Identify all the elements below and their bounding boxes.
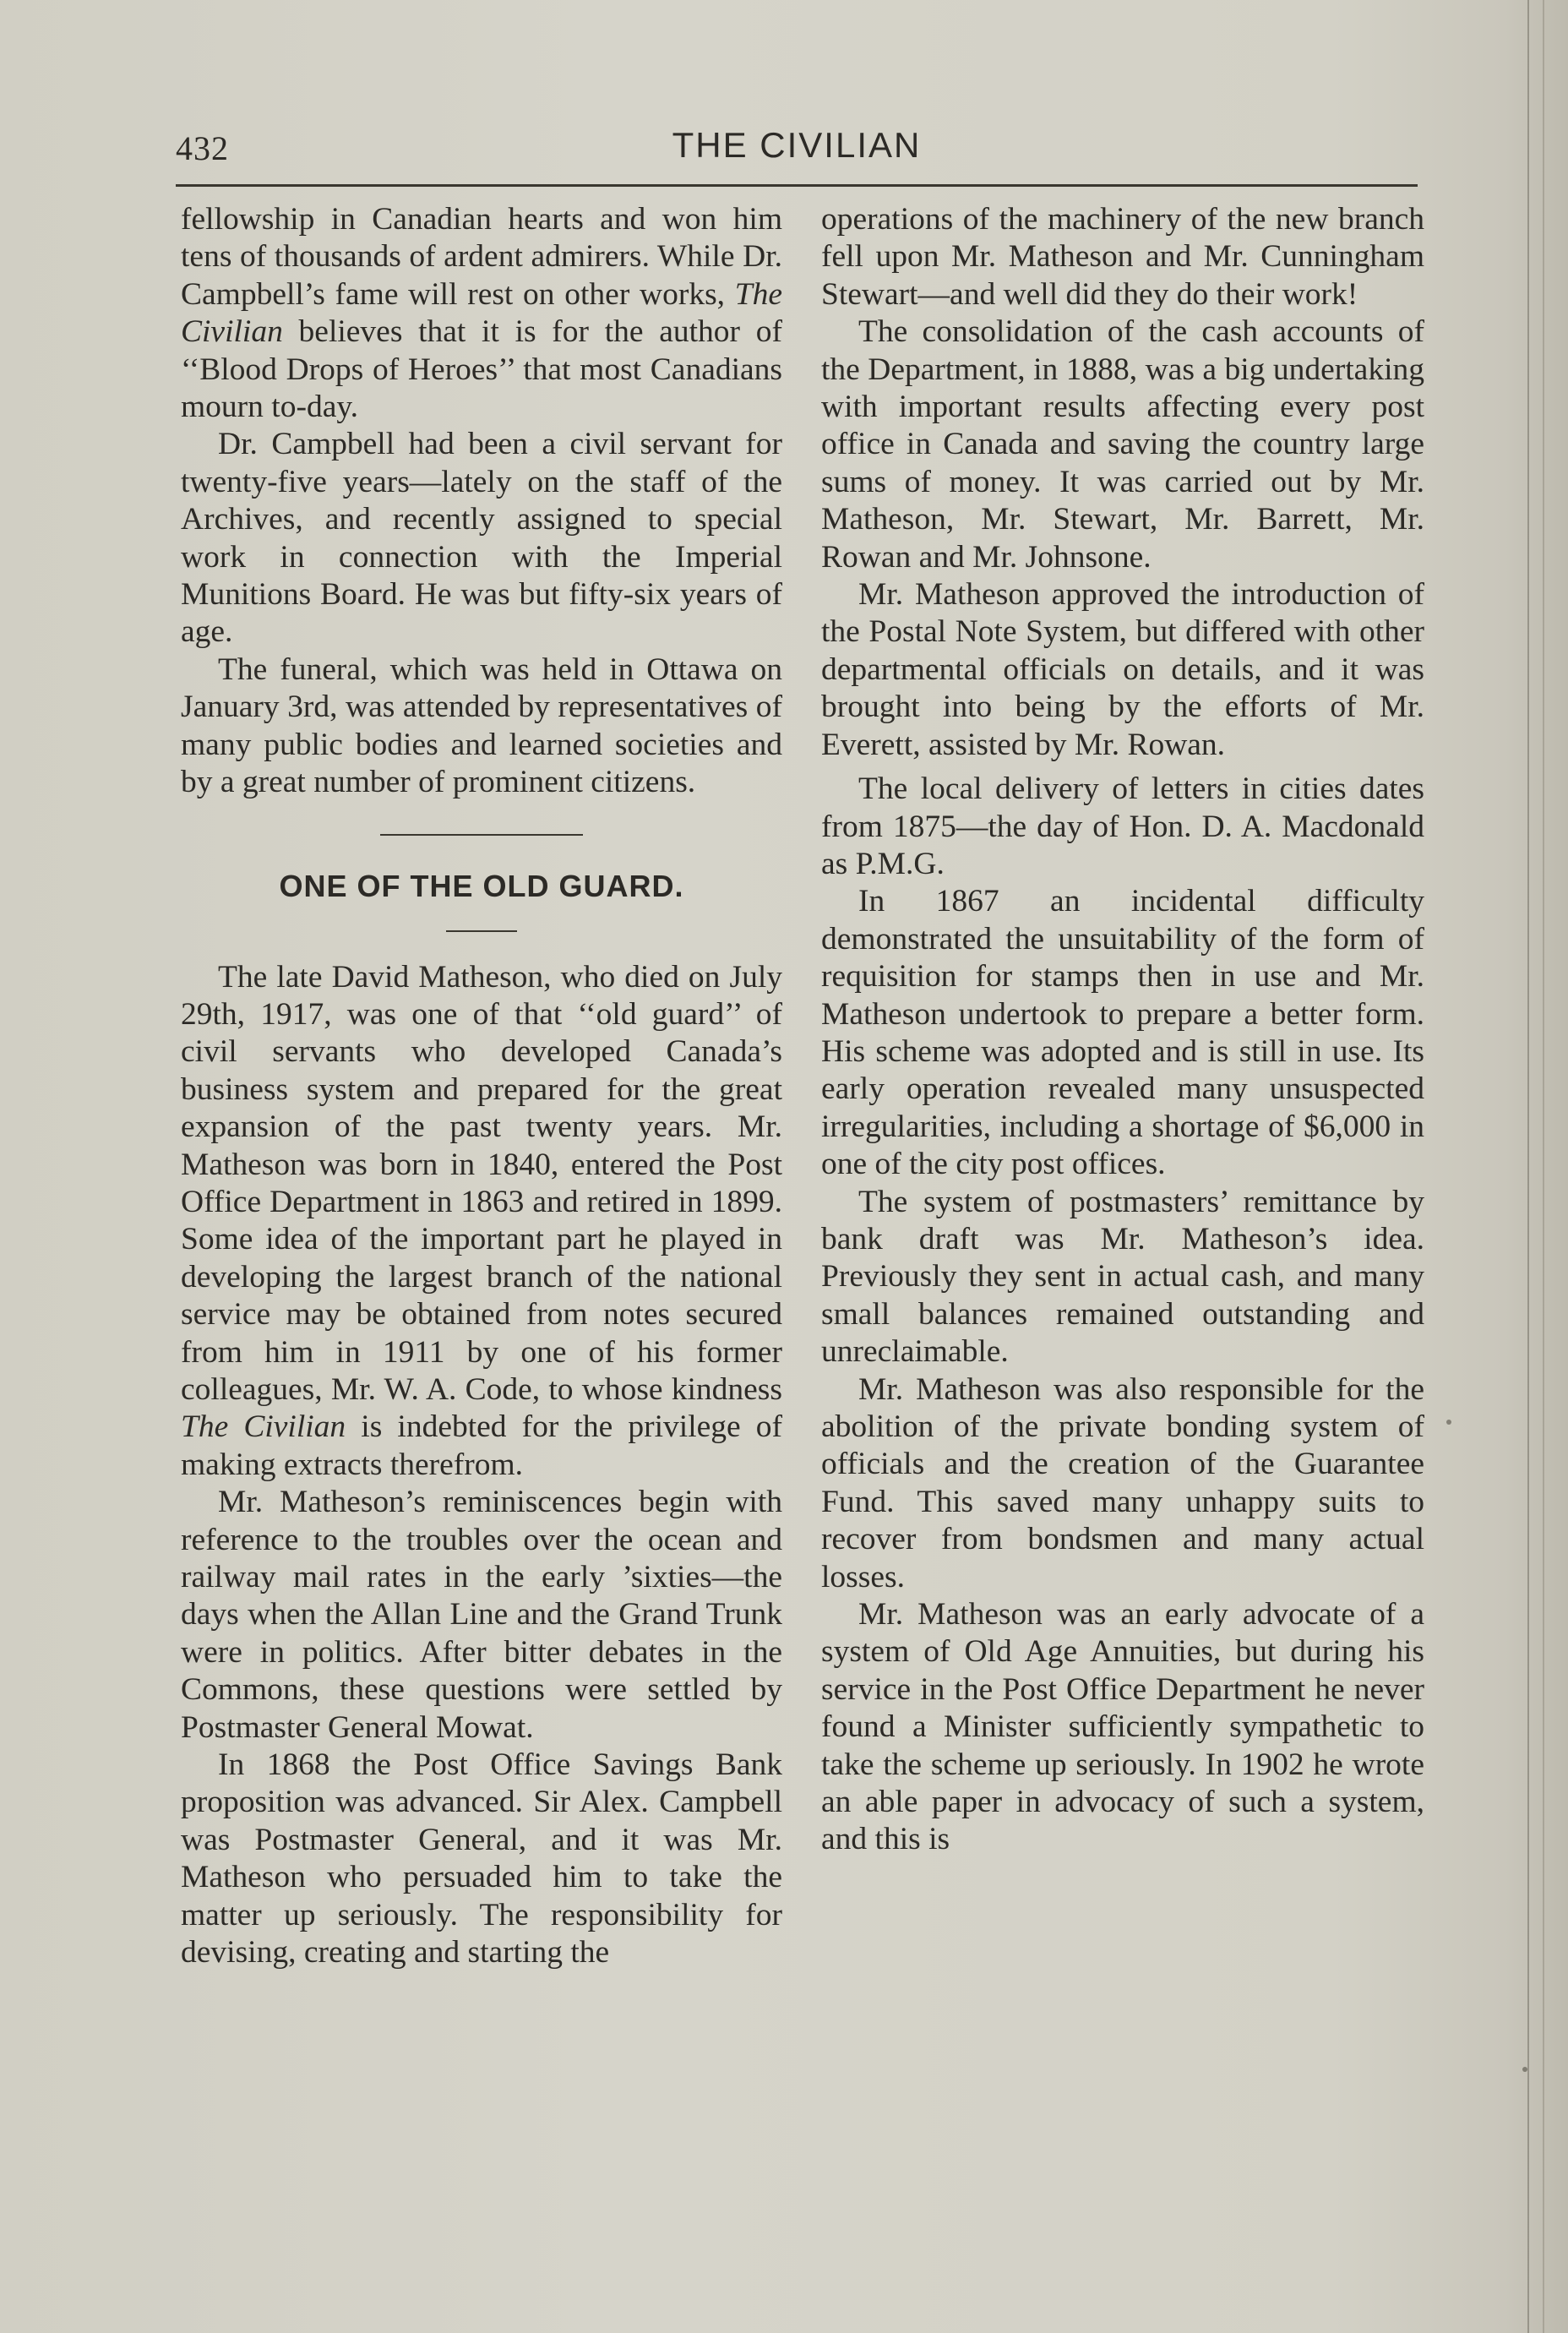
paragraph: operations of the machinery of the new branch fell upon Mr. Matheson and Mr. Cunningham Stewart—and well did they do their work! — [821, 202, 1424, 312]
header-rule — [176, 184, 1418, 187]
paragraph: In 1868 the Post Office Savings Bank proposition was advanced. Sir Alex. Campbell was Postmaster General, and it was Mr. Matheson who persuaded him to take the matter up seriously. The responsibility for devising, creating and starting the — [181, 1747, 782, 1971]
paragraph: Dr. Campbell had been a civil servant for twenty-five years—lately on the staff of the Archives, and recently assigned to special work in connection with the Imperial Munitions Board. He was but fifty-six years of age. — [181, 427, 782, 650]
paragraph: The system of postmasters’ remittance by bank draft was Mr. Matheson’s idea. Previously they sent in actual cash, and many small balances remained outstanding and unreclaimable. — [821, 1184, 1424, 1370]
paragraph: Mr. Matheson’s reminiscences begin with reference to the troubles over the ocean and railway mail rates in the early ’sixties—the days when the Allan Line and the Grand Trunk were in politics. After bitter debates in the Commons, these questions were settled by Postmaster General Mowat. — [181, 1485, 782, 1745]
paragraph: In 1867 an incidental difficulty demonstrated the unsuitability of the form of requisition for stamps then in use and Mr. Matheson undertook to prepare a better form. His scheme was adopted and is still in use. Its early operation revealed many unsuspected irregularities, including a shortage of $6,000 in one of the city post offices. — [821, 884, 1424, 1182]
paragraph: The funeral, which was held in Ottawa on January 3rd, was attended by representatives of many public bodies and learned societies and by a great number of prominent citizens. — [181, 651, 782, 800]
section-heading: ONE OF THE OLD GUARD. — [279, 868, 684, 903]
paragraph: Mr. Matheson was also responsible for the abolition of the private bonding system of officials and the creation of the Guarantee Fund. This saved many unhappy suits to recover from bondsmen and many actual losses. — [821, 1371, 1424, 1594]
heading-rule — [446, 930, 517, 932]
section-divider — [380, 834, 583, 836]
scan-speck — [1522, 2067, 1527, 2072]
page-edge-line — [1527, 0, 1529, 2333]
running-title: THE CIVILIAN — [672, 125, 922, 165]
page-edge-line — [1543, 0, 1544, 2333]
paragraph: The local delivery of letters in cities dates from 1875—the day of Hon. D. A. Macdonald as P.M.G. — [821, 771, 1424, 881]
paragraph: Mr. Matheson was an early advocate of a system of Old Age Annuities, but during his service in the Post Office Department he never found a Minister sufficiently sympathetic to take the scheme up seriously. In 1902 he wrote an able paper in advocacy of such a system, and this is — [821, 1597, 1424, 1857]
left-column — [181, 201, 782, 1971]
scan-speck — [1446, 1420, 1451, 1425]
page-header — [176, 118, 1418, 186]
paragraph: Mr. Matheson approved the introduction of the Postal Note System, but differed with other departmental officials on details, and it was brought into being by the efforts of Mr. Everett, assisted by Mr. Rowan. — [821, 577, 1424, 762]
page-number: 432 — [176, 129, 229, 167]
right-column — [821, 201, 1424, 1859]
paragraph: The consolidation of the cash accounts of the Department, in 1888, was a big undertaking with important results affecting every post office in Canada and saving the country large sums of money. It was carried out by Mr. Matheson, Mr. Stewart, Mr. Barrett, Mr. Rowan and Mr. Johnsone. — [821, 314, 1424, 575]
paragraph: The late David Matheson, who died on July 29th, 1917, was one of that ‘‘old guard’’ of civil servants who developed Canada’s business system and prepared for the great expansion of the past twenty years. Mr. Matheson was born in 1840, entered the Post Office Department in 1863 and retired in 1899. Some idea of the important part he played in developing the largest branch of the national service may be obtained from notes secured from him in 1911 by one of his former colleagues, Mr. W. A. Code, to whose kindness The Civilian is indebted for the privilege of making extracts therefrom. — [181, 959, 782, 1482]
paragraph: fellowship in Canadian hearts and won him tens of thousands of ardent admirers. While Dr. Campbell’s fame will rest on other works, The Civilian believes that it is for the author of ‘‘Blood Drops of Heroes’’ that most Canadians mourn to-day. — [181, 202, 782, 425]
